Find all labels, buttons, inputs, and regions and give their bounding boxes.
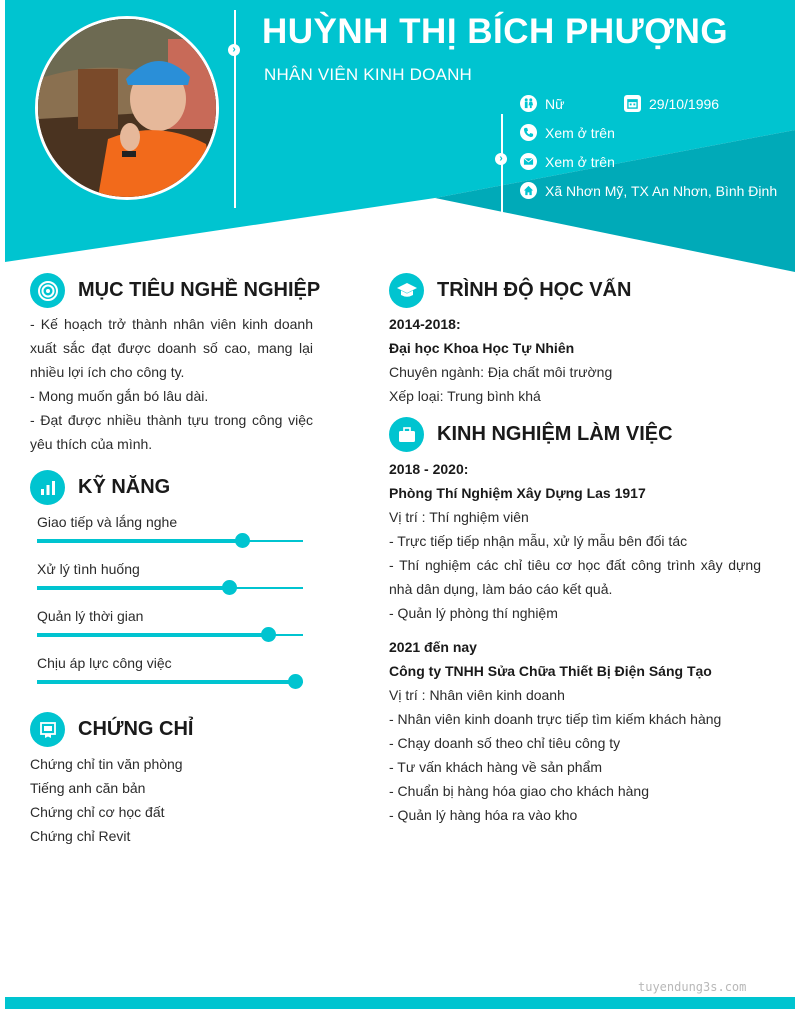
skills-title: KỸ NĂNG	[78, 476, 171, 498]
skill-fill	[37, 680, 295, 684]
job-duty: - Quản lý hàng hóa ra vào kho	[389, 807, 578, 823]
experience-job-1	[389, 457, 761, 625]
skill-fill	[37, 539, 242, 543]
bar-chart-icon	[30, 470, 65, 505]
skills-heading	[30, 470, 170, 505]
certificate-icon	[30, 712, 65, 747]
email-icon	[520, 153, 537, 170]
objective-heading	[30, 273, 320, 308]
email-value: Xem ở trên	[545, 153, 615, 170]
skill-track	[37, 587, 303, 589]
education-title: TRÌNH ĐỘ HỌC VẤN	[437, 279, 632, 301]
certificate-item: Tiếng anh căn bản	[30, 780, 146, 796]
job-period: 2021 đến nay	[389, 639, 477, 655]
job-company: Công ty TNHH Sửa Chữa Thiết Bị Điện Sáng Tạo	[389, 663, 712, 679]
job-duty: - Tư vấn khách hàng về sản phẩm	[389, 759, 603, 775]
education-details	[389, 312, 761, 408]
objective-text	[30, 312, 313, 456]
calendar-icon	[624, 95, 641, 112]
objective-paragraph: - Kế hoạch trở thành nhân viên kinh doanh xuất sắc đạt được doanh số cao, mang lại nhiều lợi ích cho công ty.	[30, 316, 313, 380]
job-duty: - Chạy doanh số theo chỉ tiêu công ty	[389, 735, 621, 751]
experience-heading	[389, 417, 673, 452]
skill-label: Quản lý thời gian	[37, 608, 144, 624]
skill-label: Giao tiếp và lắng nghe	[37, 514, 178, 530]
candidate-name: HUỲNH THỊ BÍCH PHƯỢNG	[262, 12, 729, 51]
skill-fill	[37, 586, 229, 590]
skill-track	[37, 540, 303, 542]
phone-icon	[520, 124, 537, 141]
briefcase-icon	[389, 417, 424, 452]
skill-label: Xử lý tình huống	[37, 561, 140, 577]
header-divider-left	[234, 10, 236, 208]
contact-gender	[520, 95, 564, 112]
education-school: Đại học Khoa Học Tự Nhiên	[389, 340, 575, 356]
watermark: tuyendung3s.com	[638, 980, 747, 994]
education-grade: Xếp loại: Trung bình khá	[389, 388, 541, 404]
gender-value: Nữ	[545, 95, 565, 112]
certificates-list	[30, 752, 313, 848]
certificate-item: Chứng chỉ cơ học đất	[30, 804, 165, 820]
job-period: 2018 - 2020:	[389, 461, 469, 477]
home-icon	[520, 182, 537, 199]
contact-email	[520, 153, 615, 170]
skill-item	[37, 655, 303, 683]
skill-item	[37, 608, 303, 636]
skill-slider-knob	[235, 533, 250, 548]
skill-item	[37, 561, 303, 589]
contact-phone	[520, 124, 615, 141]
target-icon	[30, 273, 65, 308]
address-value: Xã Nhơn Mỹ, TX An Nhơn, Bình Định	[545, 182, 778, 199]
objective-line: - Mong muốn gắn bó lâu dài.	[30, 388, 209, 404]
experience-job-2	[389, 635, 761, 827]
skill-track	[37, 634, 303, 636]
chevron-right-icon: ›	[228, 44, 240, 56]
certificates-heading	[30, 712, 193, 747]
skill-item	[37, 514, 303, 542]
education-major: Chuyên ngành: Địa chất môi trường	[389, 364, 613, 380]
certificate-item: Chứng chỉ tin văn phòng	[30, 756, 183, 772]
birthdate-value: 29/10/1996	[649, 95, 720, 112]
job-duty: - Chuẩn bị hàng hóa giao cho khách hàng	[389, 783, 649, 799]
gender-icon	[520, 95, 537, 112]
objective-title: MỤC TIÊU NGHỀ NGHIỆP	[78, 279, 321, 301]
candidate-job-title: NHÂN VIÊN KINH DOANH	[264, 65, 473, 84]
certificate-item: Chứng chỉ Revit	[30, 828, 131, 844]
skill-fill	[37, 633, 268, 637]
job-position: Vị trí : Thí nghiệm viên	[389, 509, 529, 525]
education-heading	[389, 273, 631, 308]
skill-slider-knob	[288, 674, 303, 689]
skill-slider-knob	[222, 580, 237, 595]
skill-slider-knob	[261, 627, 276, 642]
graduation-cap-icon	[389, 273, 424, 308]
skill-track	[37, 681, 303, 683]
job-duty: - Nhân viên kinh doanh trực tiếp tìm kiếm khách hàng	[389, 711, 722, 727]
job-duty: - Quản lý phòng thí nghiệm	[389, 605, 558, 621]
phone-value: Xem ở trên	[545, 124, 615, 141]
skill-label: Chịu áp lực công việc	[37, 655, 172, 671]
experience-title: KINH NGHIỆM LÀM VIỆC	[437, 423, 673, 445]
job-company: Phòng Thí Nghiệm Xây Dựng Las 1917	[389, 485, 646, 501]
job-duty: - Thí nghiệm các chỉ tiêu cơ học đất công trình xây dựng nhà dân dụng, làm báo cáo kết quả.	[389, 557, 761, 597]
avatar	[35, 16, 219, 200]
job-duty: - Trực tiếp tiếp nhận mẫu, xử lý mẫu bên đối tác	[389, 533, 688, 549]
objective-line: - Đạt được nhiều thành tựu trong công việc yêu thích của mình.	[30, 412, 313, 452]
contact-birthdate	[624, 95, 719, 112]
job-position: Vị trí : Nhân viên kinh doanh	[389, 687, 565, 703]
contact-address	[520, 182, 777, 199]
certificates-title: CHỨNG CHỈ	[78, 718, 194, 740]
education-period: 2014-2018:	[389, 316, 461, 332]
chevron-right-icon: ›	[495, 153, 507, 165]
footer-bar	[5, 997, 795, 1009]
